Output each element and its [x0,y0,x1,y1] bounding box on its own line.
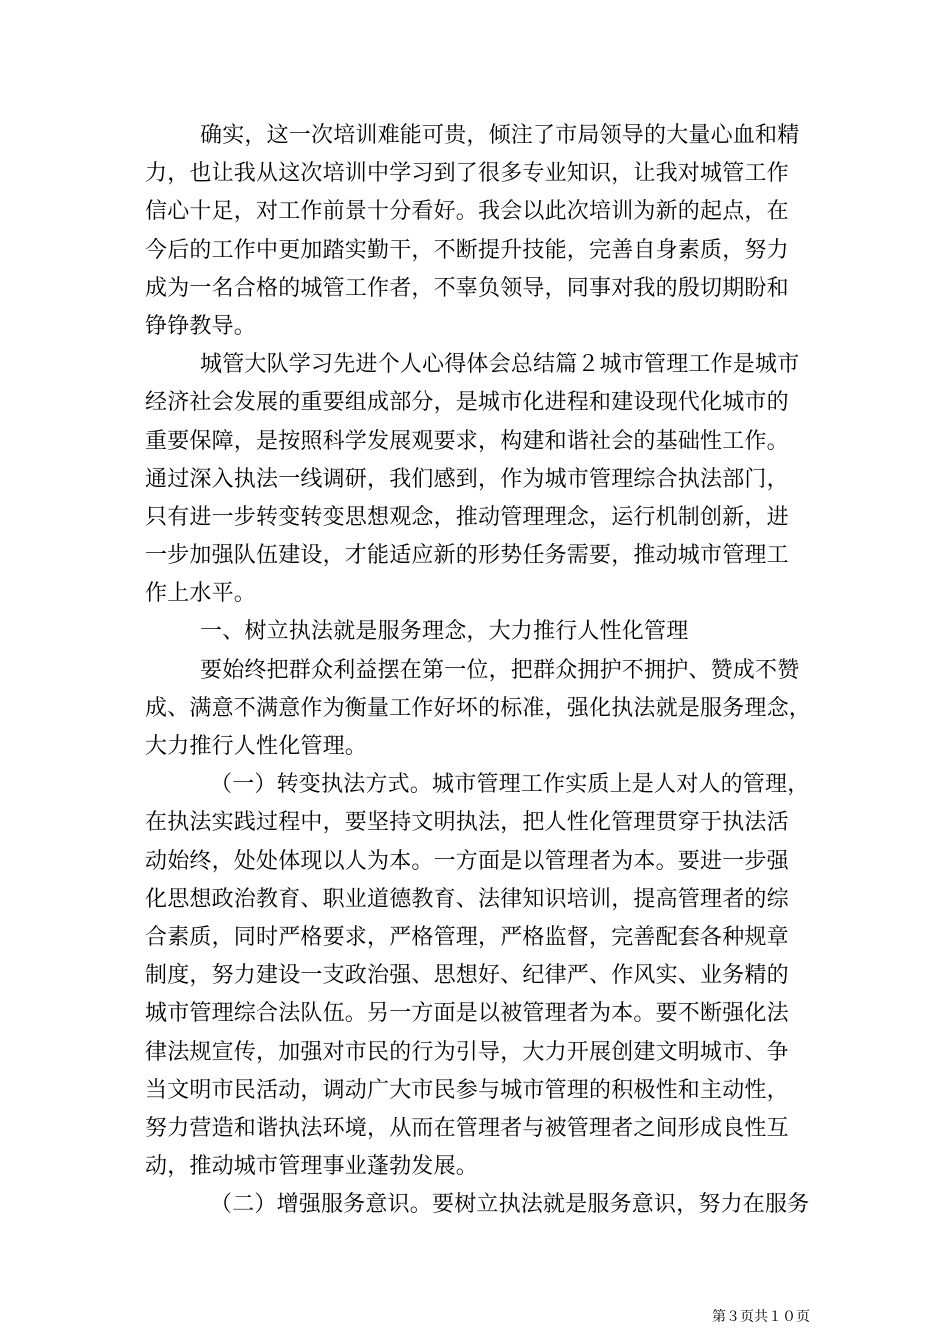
page-number: 第３页共１０页 [712,1309,810,1325]
body-line: 当文明市民活动，调动广大市民参与城市管理的积极性和主动性， [145,1077,789,1103]
body-line: 动，推动城市管理事业蓬勃发展。 [145,1154,479,1180]
body-line: 确实，这一次培训难能可贵，倾注了市局领导的大量心血和精 [200,123,800,148]
body-line: 化思想政治教育、职业道德教育、法律知识培训，提高管理者的综 [145,886,789,912]
document-body [145,117,825,1224]
body-line: 努力营造和谐执法环境，从而在管理者与被管理者之间形成良性互 [145,1115,789,1141]
subsection-line: （二）增强服务意识。要树立执法就是服务意识，努力在服务 [210,1192,810,1218]
body-line: 合素质，同时严格要求，严格管理，严格监督，完善配套各种规章 [145,924,789,950]
body-line: 只有进一步转变转变思想观念，推动管理理念，运行机制创新，进 [145,504,789,530]
body-line: 通过深入执法一线调研，我们感到，作为城市管理综合执法部门， [145,466,789,492]
body-line: 城市管理综合法队伍。另一方面是以被管理者为本。要不断强化法 [145,1001,789,1027]
subsection-line: （一）转变执法方式。城市管理工作实质上是人对人的管理， [210,772,810,798]
body-line: 城管大队学习先进个人心得体会总结篇２城市管理工作是城市 [200,352,800,378]
body-line: 作上水平。 [145,581,257,607]
body-line: 动始终，处处体现以人为本。一方面是以管理者为本。要进一步强 [145,848,789,874]
body-line: 制度，努力建设一支政治强、思想好、纪律严、作风实、业务精的 [145,963,789,989]
body-line: 力，也让我从这次培训中学习到了很多专业知识，让我对城管工作 [145,161,789,187]
body-line: 信心十足，对工作前景十分看好。我会以此次培训为新的起点，在 [145,199,789,225]
body-line: 经济社会发展的重要组成部分，是城市化进程和建设现代化城市的 [145,390,789,416]
body-line: 要始终把群众利益摆在第一位，把群众拥护不拥护、赞成不赞 [200,657,800,683]
body-line: 一步加强队伍建设，才能适应新的形势任务需要，推动城市管理工 [145,543,789,569]
body-line: 成为一名合格的城管工作者，不辜负领导，同事对我的殷切期盼和 [145,275,789,301]
body-line: 成、满意不满意作为衡量工作好坏的标准，强化执法就是服务理念， [145,695,812,721]
body-line: 铮铮教导。 [145,313,257,339]
body-line: 重要保障，是按照科学发展观要求，构建和谐社会的基础性工作。 [145,428,789,454]
body-line: 今后的工作中更加踏实勤干，不断提升技能，完善自身素质，努力 [145,237,789,263]
section-heading: 一、树立执法就是服务理念，大力推行人性化管理 [200,619,689,645]
body-line: 在执法实践过程中，要坚持文明执法，把人性化管理贯穿于执法活 [145,810,789,836]
body-line: 大力推行人性化管理。 [145,734,368,759]
body-line: 律法规宣传，加强对市民的行为引导，大力开展创建文明城市、争 [145,1039,789,1065]
